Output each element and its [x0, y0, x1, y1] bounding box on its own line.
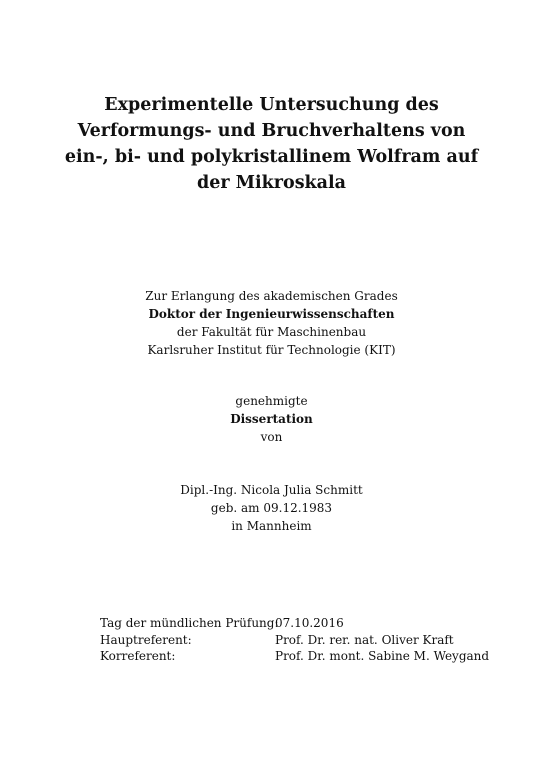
exam-value: Prof. Dr. mont. Sabine M. Weygand: [275, 649, 490, 663]
author-birthplace: in Mannheim: [231, 519, 312, 533]
exam-label: Korreferent:: [100, 649, 176, 663]
dissertation-label: Dissertation: [230, 412, 313, 426]
title-line: der Mikroskala: [196, 173, 347, 193]
title-line: Experimentelle Untersuchung des: [104, 95, 439, 115]
exam-label: Tag der mündlichen Prüfung:: [100, 616, 279, 630]
thesis-title: [0, 92, 543, 196]
faculty-line: der Fakultät für Maschinenbau: [176, 325, 367, 339]
author-birthdate: geb. am 09.12.1983: [210, 501, 333, 515]
by-label: von: [260, 430, 283, 444]
degree-name: Doktor der Ingenieurwissenschaften: [148, 307, 395, 321]
exam-value: Prof. Dr. rer. nat. Oliver Kraft: [275, 632, 454, 647]
exam-row-main-referee: [100, 632, 480, 649]
exam-details: [100, 615, 490, 665]
exam-row-date: [100, 615, 480, 632]
exam-label: Hauptreferent:: [100, 632, 192, 647]
title-line: Verformungs- und Bruchverhaltens von: [77, 121, 466, 141]
exam-row-co-referee: [100, 648, 490, 665]
title-line: ein-, bi- und polykristallinem Wolfram auf: [64, 147, 479, 167]
dissertation-block: [0, 392, 543, 446]
degree-statement: [0, 287, 543, 359]
approved-label: genehmigte: [235, 394, 308, 408]
degree-line: Zur Erlangung des akademischen Grades: [145, 289, 398, 303]
author-name: Dipl.-Ing. Nicola Julia Schmitt: [180, 483, 363, 497]
exam-value: 07.10.2016: [275, 616, 344, 630]
institution-line: Karlsruher Institut für Technologie (KIT): [147, 343, 396, 357]
author-block: [0, 481, 543, 535]
